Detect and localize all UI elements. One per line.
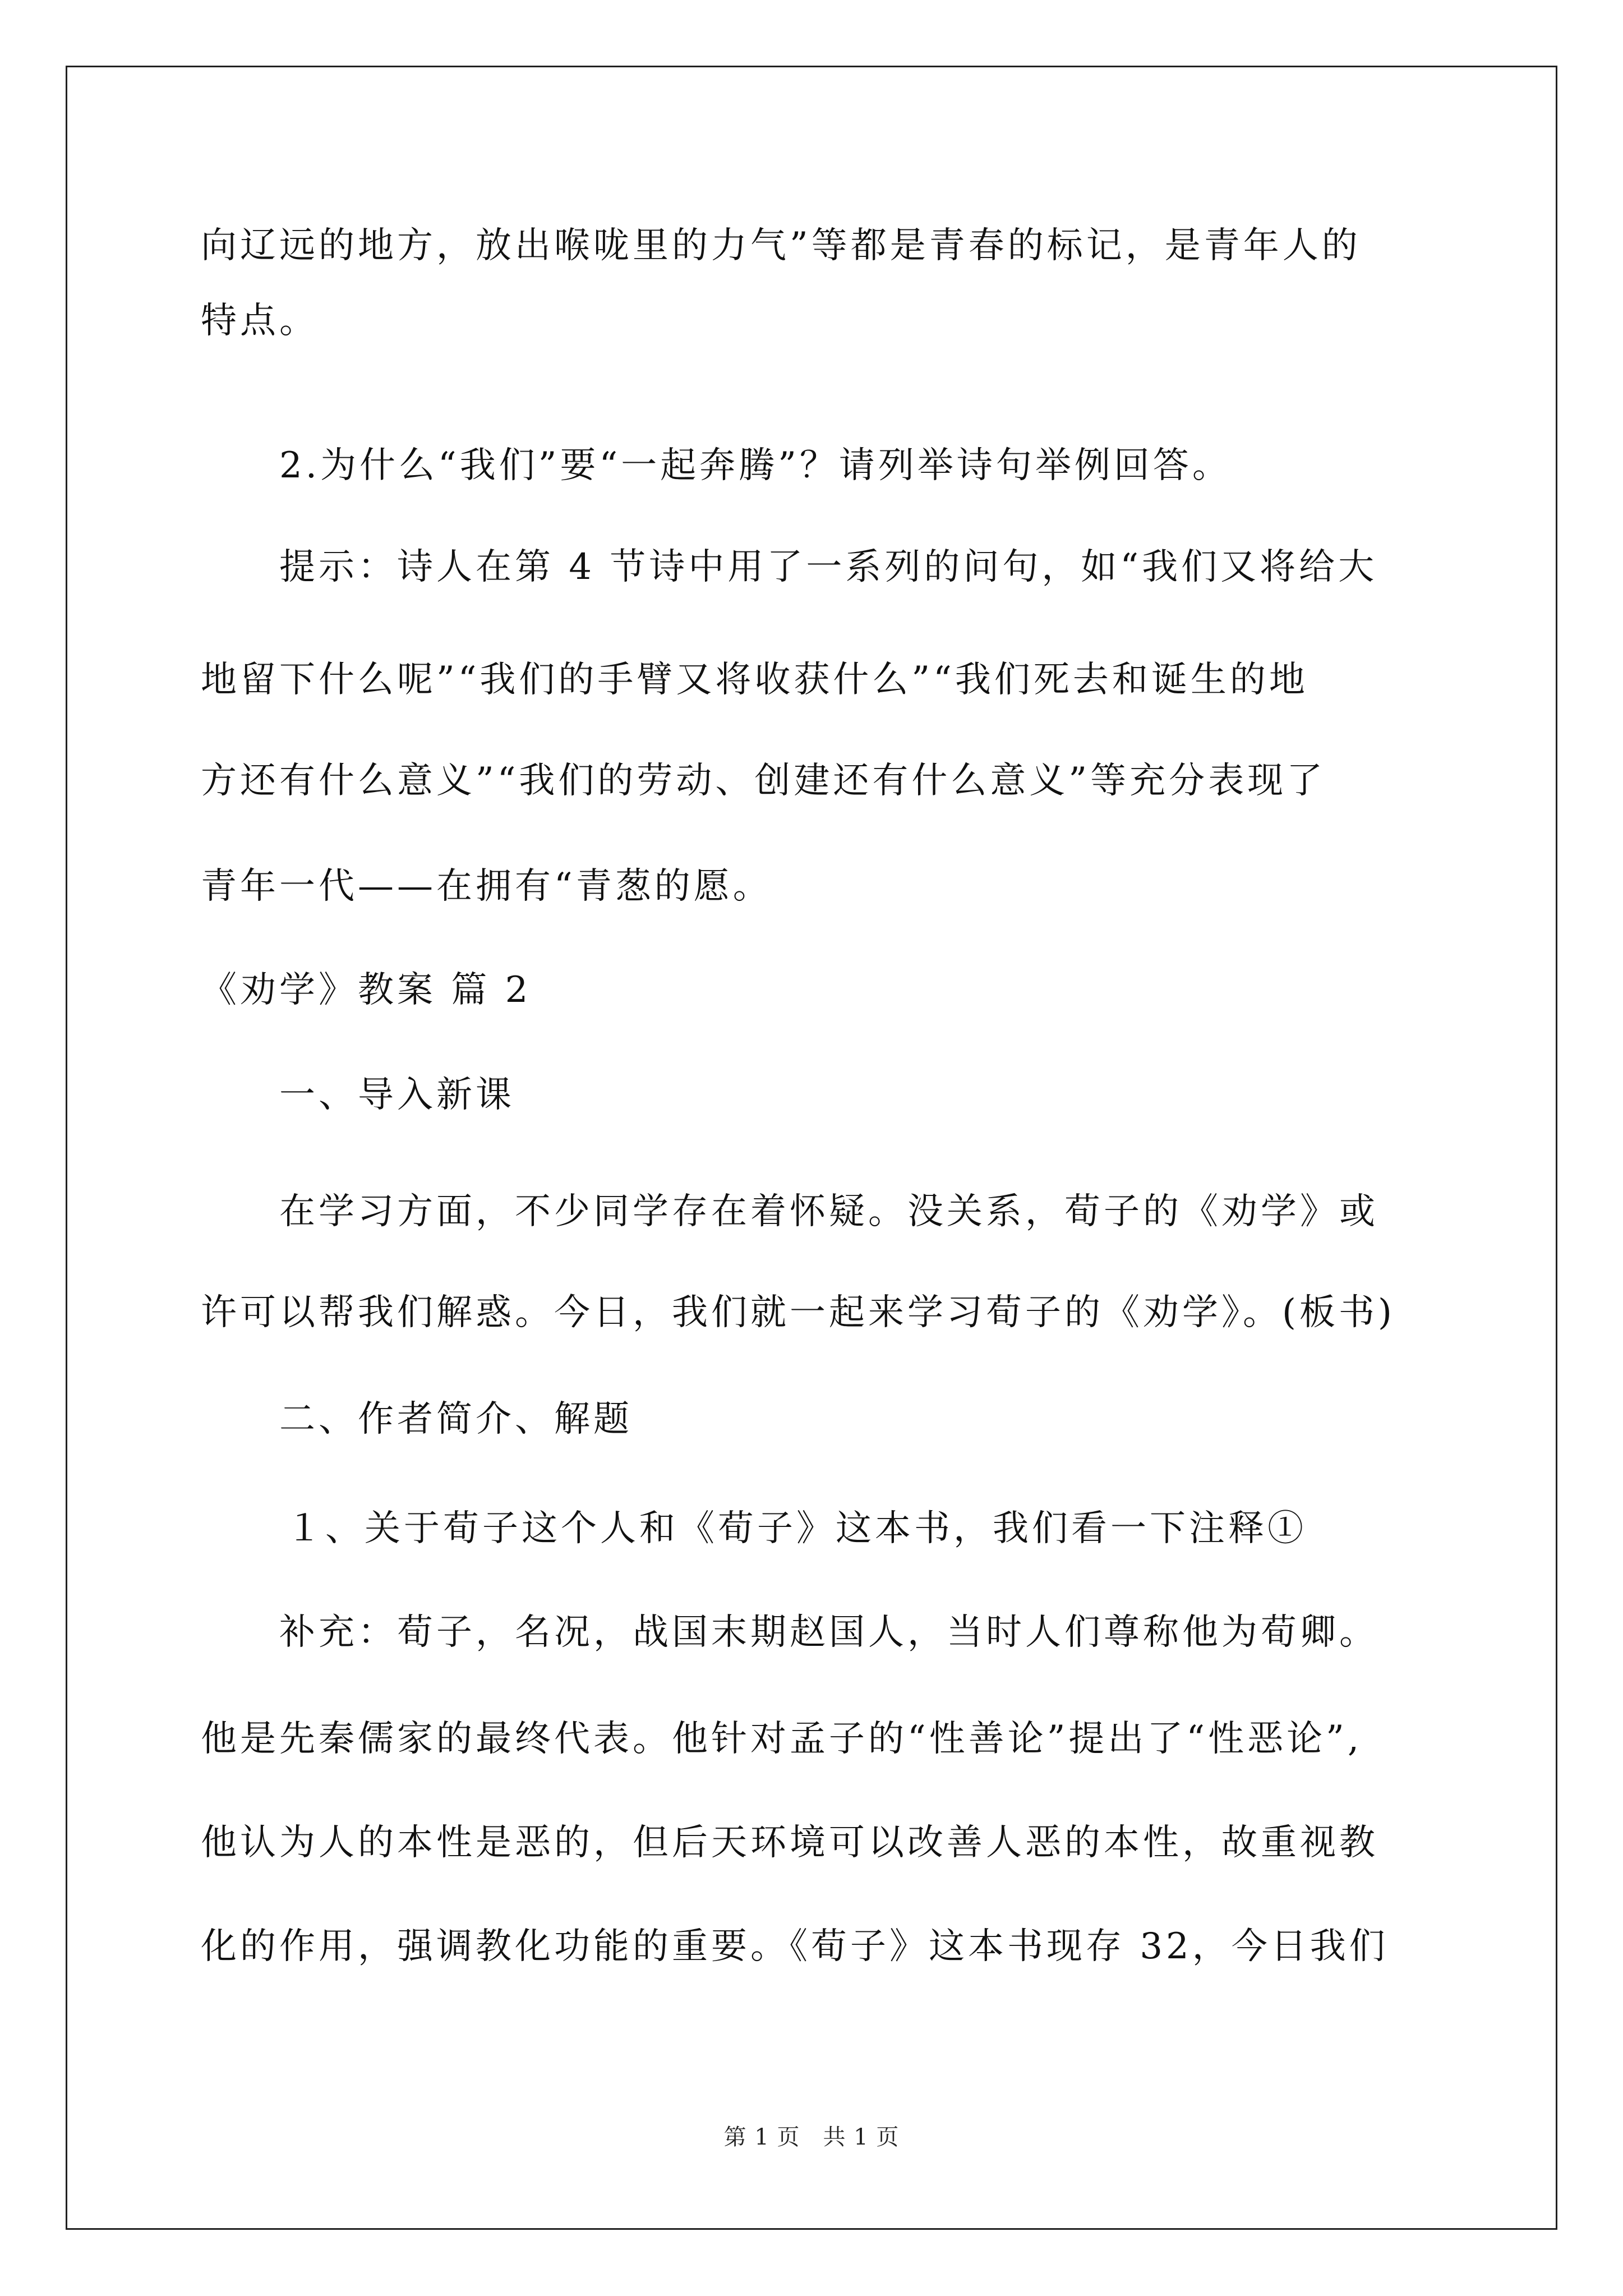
body-text-line: 许可以帮我们解惑。今日，我们就一起来学习荀子的《劝学》。(板书) [201, 1292, 1395, 1333]
question-heading: 2.为什么“我们”要“一起奔腾”？请列举诗句举例回答。 [279, 445, 1232, 486]
section-heading: 《劝学》教案 篇 2 [201, 969, 532, 1011]
body-text-line: 特点。 [201, 300, 319, 342]
body-text-line: 方还有什么意义”“我们的劳动、创建还有什么意义”等充分表现了 [201, 760, 1326, 802]
body-text-line: 他认为人的本性是恶的，但后天环境可以改善人恶的本性，故重视教 [201, 1822, 1378, 1864]
body-text-line: 他是先秦儒家的最终代表。他针对孟子的“性善论”提出了“性恶论”, [201, 1718, 1363, 1760]
subsection-heading: 二、作者简介、解题 [279, 1398, 633, 1440]
page-number-footer: 第 1 页 共 1 页 [723, 2124, 900, 2150]
subsection-heading: 一、导入新课 [279, 1074, 515, 1116]
body-text-line: 向辽远的地方，放出喉咙里的力气”等都是青春的标记，是青年人的 [201, 225, 1361, 266]
body-text-line: 地留下什么呢”“我们的手臂又将收获什么”“我们死去和诞生的地 [201, 659, 1308, 701]
body-text-line: 青年一代——在拥有“青葱的愿。 [201, 866, 772, 907]
body-text-line: 补充：荀子，名况，战国末期赵国人，当时人们尊称他为荀卿。 [279, 1612, 1378, 1653]
hint-text-line: 提示：诗人在第 4 节诗中用了一系列的问句，如“我们又将给大 [279, 546, 1378, 588]
body-text-line: 化的作用，强调教化功能的重要。《荀子》这本书现存 32，今日我们 [201, 1926, 1389, 1967]
page-border [66, 66, 1557, 2230]
body-text-line: 在学习方面，不少同学存在着怀疑。没关系，荀子的《劝学》或 [279, 1191, 1378, 1232]
numbered-item: １、关于荀子这个人和《荀子》这本书，我们看一下注释① [286, 1508, 1307, 1549]
